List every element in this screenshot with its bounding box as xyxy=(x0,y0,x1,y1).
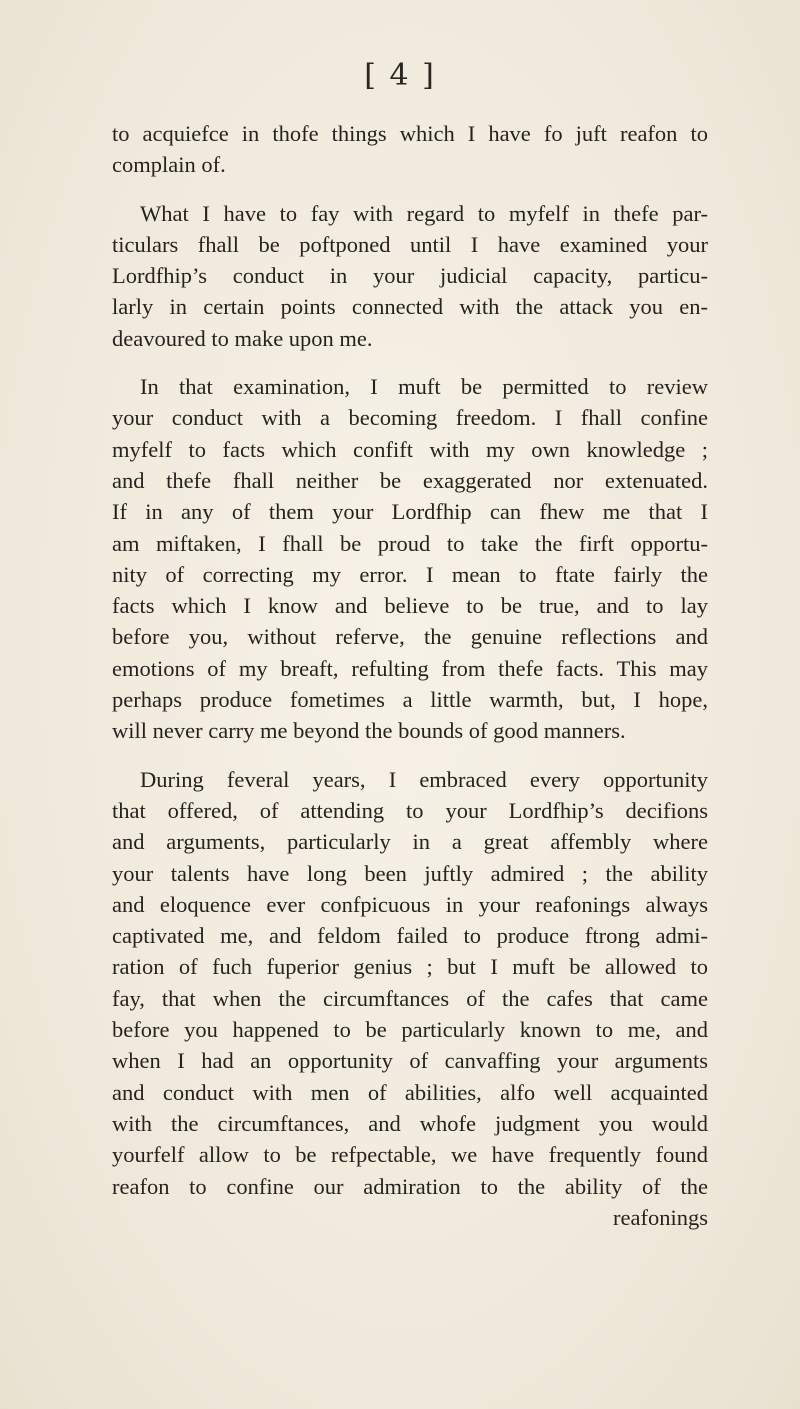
body-text xyxy=(112,118,708,1233)
text-line: ticulars fhall be poftponed until I have examined your xyxy=(112,231,708,257)
text-line: larly in certain points connected with the attack you en- xyxy=(112,294,708,320)
paragraph-2 xyxy=(112,198,708,354)
page-number: [ 4 ] xyxy=(364,58,436,93)
paragraph-4 xyxy=(112,764,708,1233)
text-line: reafon to confine our admiration to the ability of the xyxy=(112,1173,708,1199)
text-line: What I have to fay with regard to myfelf in thefe par- xyxy=(140,200,708,226)
text-line: will never carry me beyond the bounds of good manners. xyxy=(112,718,626,744)
text-line: During feveral years, I embraced every opportunity xyxy=(140,766,708,792)
text-line: ration of fuch fuperior genius ; but I muft be allowed to xyxy=(112,954,708,980)
text-line: when I had an opportunity of canvaffing your arguments xyxy=(112,1048,708,1074)
text-line: before you happened to be particularly known to me, and xyxy=(112,1017,708,1043)
text-line: with the circumftances, and whofe judgment you would xyxy=(112,1110,708,1136)
text-line: to acquiefce in thofe things which I have fo juft reafon to xyxy=(112,121,708,146)
text-line: am miftaken, I fhall be proud to take the firft opportu- xyxy=(112,530,708,556)
text-line: perhaps produce fometimes a little warmth, but, I hope, xyxy=(112,687,708,713)
text-line: deavoured to make upon me. xyxy=(112,325,373,351)
text-line: and eloquence ever confpicuous in your reafonings always xyxy=(112,891,708,917)
text-line: your conduct with a becoming freedom. I fhall confine xyxy=(112,405,708,431)
text-line: myfelf to facts which confift with my own knowledge ; xyxy=(112,436,708,462)
text-line: If in any of them your Lordfhip can fhew me that I xyxy=(112,499,708,525)
text-line: complain of. xyxy=(112,152,226,178)
text-line: nity of correcting my error. I mean to ftate fairly the xyxy=(112,561,708,587)
text-line: your talents have long been juftly admired ; the ability xyxy=(112,860,708,886)
text-line: fay, that when the circumftances of the cafes that came xyxy=(112,985,708,1011)
paragraph-3 xyxy=(112,371,708,747)
text-line: that offered, of attending to your Lordfhip’s decifions xyxy=(112,797,708,823)
text-line: yourfelf allow to be refpectable, we have frequently found xyxy=(112,1142,708,1168)
text-line: and conduct with men of abilities, alfo well acquainted xyxy=(112,1079,708,1105)
text-line: and thefe fhall neither be exaggerated nor extenuated. xyxy=(112,467,708,493)
paragraph-1 xyxy=(112,118,708,181)
text-line: captivated me, and feldom failed to produce ftrong admi- xyxy=(112,923,708,949)
text-line: before you, without referve, the genuine reflections and xyxy=(112,624,708,650)
text-line: emotions of my breaft, refulting from thefe facts. This may xyxy=(112,655,708,681)
text-line: and arguments, particularly in a great affembly where xyxy=(112,829,708,855)
text-line: Lordfhip’s conduct in your judicial capacity, particu- xyxy=(112,263,708,289)
text-line: In that examination, I muft be permitted to review xyxy=(140,374,708,400)
catchword: reafonings xyxy=(613,1204,708,1230)
text-line: facts which I know and believe to be true, and to lay xyxy=(112,593,708,619)
